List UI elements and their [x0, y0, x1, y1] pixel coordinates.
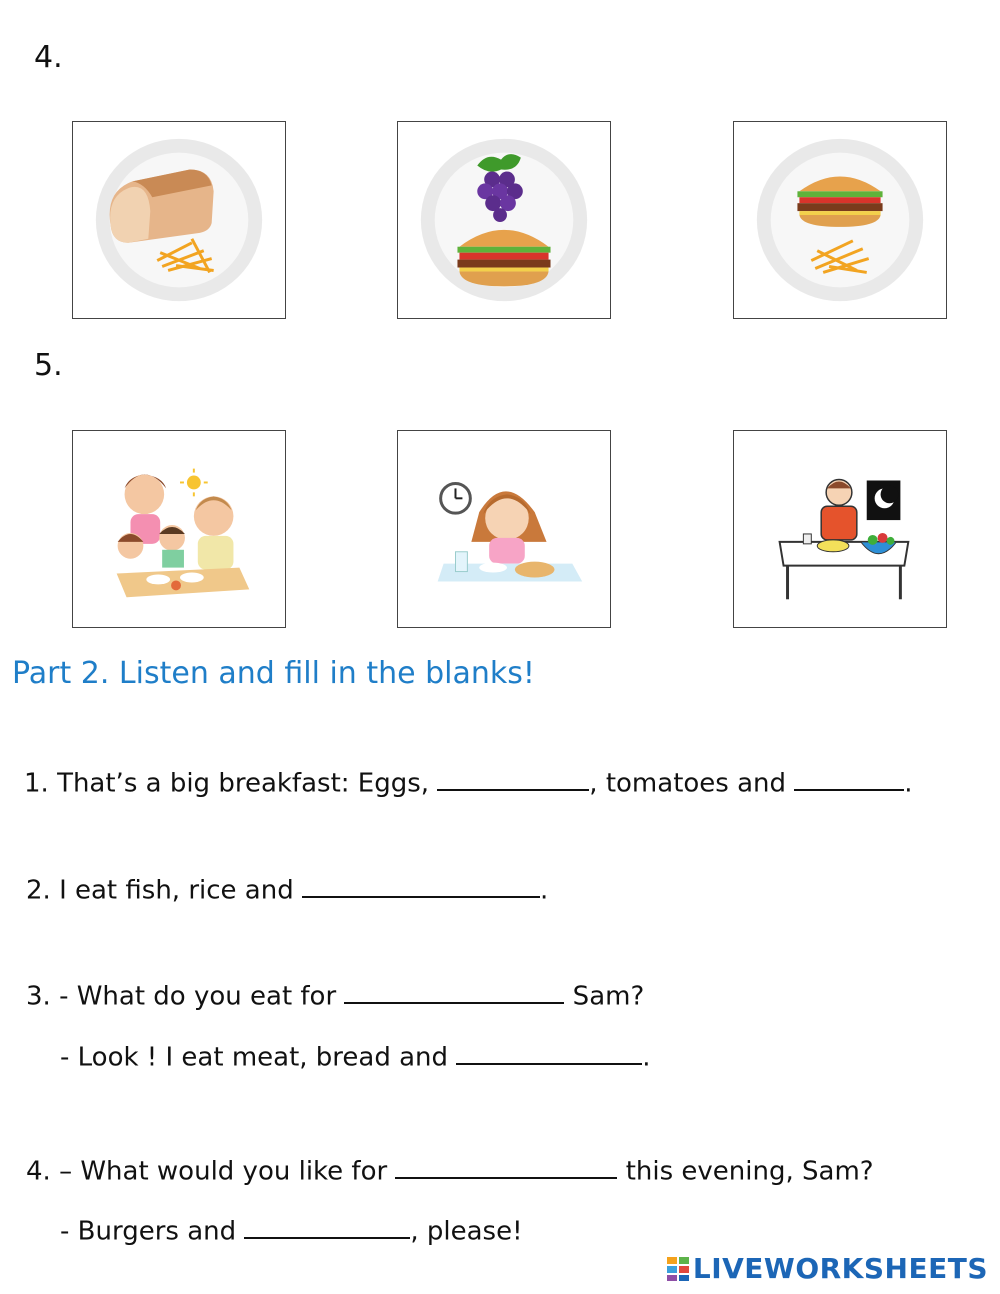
fill-line-1-text-c: . [904, 768, 913, 799]
blank-1b[interactable] [794, 766, 904, 791]
plate-grapes-burger-image [398, 122, 610, 318]
option-card-grapes-burger[interactable] [397, 121, 611, 319]
fill-line-4-text-b: this evening, Sam? [617, 1156, 874, 1187]
liveworksheets-logo-icon [667, 1257, 689, 1281]
fill-line-1 [24, 766, 913, 798]
plate-burger-fries-image [734, 122, 946, 318]
blank-3a[interactable] [344, 979, 564, 1004]
boy-dinner-image [734, 431, 946, 627]
girl-meal-image [398, 431, 610, 627]
sun-icon [180, 469, 208, 497]
option-card-girl-eating[interactable] [397, 430, 611, 628]
blank-1a[interactable] [437, 766, 589, 791]
fill-line-2-text-b: . [539, 875, 549, 906]
blank-2[interactable] [302, 873, 540, 898]
fill-line-4 [26, 1154, 874, 1186]
part2-heading: Part 2. Listen and fill in the blanks! [12, 656, 535, 691]
fill-line-4b-text-a: - Burgers and [60, 1216, 245, 1247]
plate-bread-fries-image [73, 122, 285, 318]
brand-text: LIVEWORKSHEETS [692, 1252, 988, 1285]
family-meal-image [73, 431, 285, 627]
clock-icon [441, 483, 471, 513]
fill-line-3b-text-b: . [642, 1042, 651, 1073]
fill-line-1-text-b: , tomatoes and [589, 768, 795, 799]
option-card-family-lunch[interactable] [72, 430, 286, 628]
fill-line-3-text-a: 3. - What do you eat for [26, 981, 345, 1012]
fill-line-3b [60, 1040, 651, 1072]
moon-icon [867, 480, 901, 520]
question-4-number: 4. [34, 40, 63, 75]
fill-line-2 [26, 873, 548, 905]
blank-3b[interactable] [456, 1040, 642, 1065]
fill-line-4-text-a: 4. – What would you like for [26, 1156, 396, 1187]
question-5-number: 5. [34, 348, 63, 383]
fill-line-1-text-a: 1. That’s a big breakfast: Eggs, [24, 768, 438, 799]
blank-4a[interactable] [395, 1154, 617, 1179]
fill-line-4b [60, 1214, 523, 1246]
fill-line-3b-text-a: - Look ! I eat meat, bread and [60, 1042, 457, 1073]
fill-line-4b-text-b: , please! [410, 1216, 523, 1247]
liveworksheets-brand[interactable] [667, 1252, 988, 1285]
option-card-burger-fries[interactable] [733, 121, 947, 319]
option-card-bread-fries[interactable] [72, 121, 286, 319]
fill-line-3-text-b: Sam? [564, 981, 645, 1012]
blank-4b[interactable] [244, 1214, 410, 1239]
fill-line-3 [26, 979, 644, 1011]
fill-line-2-text-a: 2. I eat fish, rice and [26, 875, 302, 906]
option-card-boy-dinner[interactable] [733, 430, 947, 628]
